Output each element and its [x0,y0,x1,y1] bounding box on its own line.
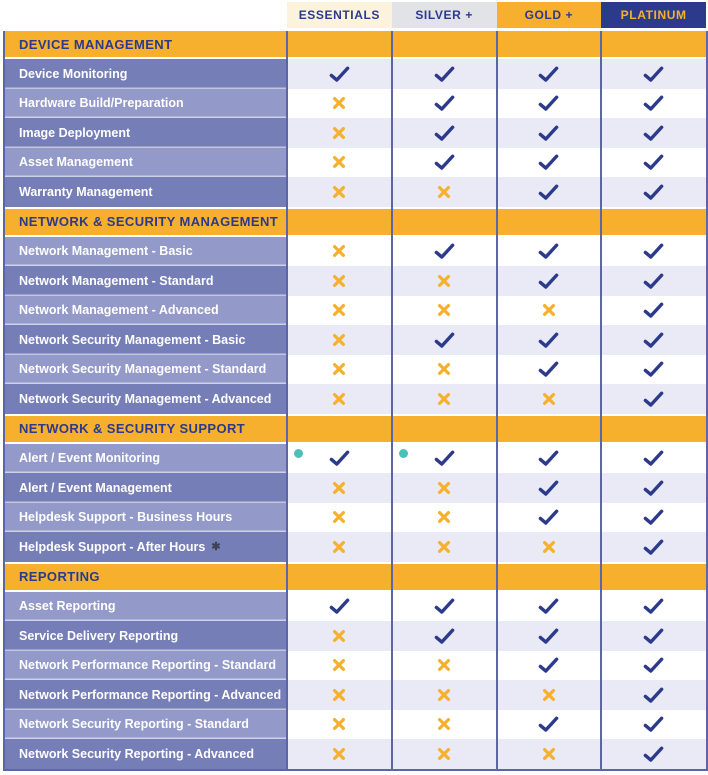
plan-cell-gold [497,651,602,681]
asterisk-icon: ✱ [211,541,221,554]
plan-cell-gold [497,296,602,326]
check-icon [538,716,559,732]
plan-cell-platinum [601,532,706,562]
check-icon [643,273,664,289]
feature-label-cell [5,89,287,119]
plan-cell-silver [392,739,497,769]
check-icon [538,273,559,289]
cross-icon [542,747,556,761]
plan-cell-gold [497,384,602,414]
feature-label: Network Security Reporting - Advanced [19,746,254,761]
check-icon [643,687,664,703]
plan-cell-gold [497,177,602,207]
feature-label-cell [5,148,287,178]
feature-label-cell [5,59,287,89]
check-icon [329,598,350,614]
plan-cell-essentials [287,177,392,207]
plan-cell-silver [392,296,497,326]
check-icon [643,95,664,111]
cross-icon [332,629,346,643]
plan-cell-silver [392,118,497,148]
check-icon [643,450,664,466]
feature-label: Network Security Reporting - Standard [19,717,249,732]
cross-icon [437,362,451,376]
plan-cell-gold [497,444,602,474]
feature-label: Helpdesk Support - After Hours [19,539,206,554]
plan-cell-silver [392,355,497,385]
feature-label: Network Security Management - Advanced [19,391,272,406]
plan-cell-gold [497,89,602,119]
plan-header-label: GOLD + [524,8,574,22]
feature-label: Network Management - Advanced [19,303,219,318]
cross-icon [542,303,556,317]
feature-label: Network Management - Standard [19,273,214,288]
plan-cell-gold [497,473,602,503]
cross-icon [332,303,346,317]
plan-header-label: ESSENTIALS [298,8,381,22]
check-icon [538,154,559,170]
plan-cell-platinum [601,651,706,681]
check-icon [643,628,664,644]
plan-cell-essentials [287,266,392,296]
feature-table [3,31,708,771]
feature-label: Image Deployment [19,125,131,140]
check-icon [434,628,455,644]
plan-cell-silver [392,710,497,740]
plan-cell-silver [392,680,497,710]
plan-cell-essentials [287,89,392,119]
plan-cell-silver [392,651,497,681]
plan-cell-essentials [287,384,392,414]
plan-cell-silver [392,325,497,355]
plan-header-essentials [287,2,392,28]
check-icon [538,657,559,673]
cross-icon [332,658,346,672]
plan-cell-essentials [287,503,392,533]
feature-label-cell [5,680,287,710]
cross-icon [437,481,451,495]
cross-icon [332,96,346,110]
cross-icon [437,510,451,524]
feature-label: Alert / Event Monitoring [19,451,160,466]
plan-cell-silver [392,384,497,414]
feature-label-cell [5,621,287,651]
check-icon [643,66,664,82]
feature-label-cell [5,739,287,769]
feature-label-cell [5,177,287,207]
plan-cell-silver [392,177,497,207]
cross-icon [332,126,346,140]
feature-label-cell [5,503,287,533]
check-icon [538,184,559,200]
plan-cell-essentials [287,296,392,326]
plan-cell-silver [392,532,497,562]
feature-label-cell [5,710,287,740]
plan-cell-silver [392,59,497,89]
cross-icon [332,540,346,554]
plan-cell-gold [497,325,602,355]
feature-label-cell [5,355,287,385]
plan-cell-gold [497,237,602,267]
check-icon [643,657,664,673]
plan-cell-platinum [601,148,706,178]
column-divider [496,31,498,769]
plan-cell-silver [392,503,497,533]
plan-cell-silver [392,621,497,651]
feature-label-cell [5,296,287,326]
check-icon [643,539,664,555]
plan-cell-platinum [601,355,706,385]
check-icon [538,450,559,466]
feature-label-cell [5,237,287,267]
cross-icon [332,274,346,288]
plan-cell-platinum [601,266,706,296]
feature-label: Hardware Build/Preparation [19,96,184,111]
feature-label: Network Security Management - Standard [19,362,267,377]
plan-cell-platinum [601,325,706,355]
plan-header-gold [497,2,602,28]
plan-cell-silver [392,444,497,474]
feature-label-cell [5,651,287,681]
cross-icon [437,540,451,554]
plan-cell-gold [497,148,602,178]
plan-cell-silver [392,89,497,119]
plan-cell-platinum [601,384,706,414]
plan-cell-platinum [601,621,706,651]
check-icon [538,361,559,377]
feature-label-cell [5,592,287,622]
plan-cell-platinum [601,710,706,740]
cross-icon [437,303,451,317]
plan-cell-essentials [287,355,392,385]
check-icon [329,66,350,82]
cross-icon [437,747,451,761]
column-divider [600,31,602,769]
feature-label: Network Performance Reporting - Standard [19,658,276,673]
cross-icon [437,688,451,702]
check-icon [643,391,664,407]
plan-cell-platinum [601,444,706,474]
cross-icon [437,392,451,406]
cross-icon [332,510,346,524]
plan-cell-gold [497,59,602,89]
plan-cell-platinum [601,473,706,503]
check-icon [643,716,664,732]
feature-label-cell [5,384,287,414]
plan-cell-gold [497,621,602,651]
check-icon [643,302,664,318]
plan-cell-platinum [601,237,706,267]
plan-cell-platinum [601,503,706,533]
plan-cell-silver [392,237,497,267]
check-icon [643,332,664,348]
plan-header-platinum [601,2,706,28]
check-icon [538,95,559,111]
feature-label: Warranty Management [19,184,153,199]
cross-icon [332,333,346,347]
plan-cell-silver [392,148,497,178]
plan-cell-gold [497,118,602,148]
check-icon [643,509,664,525]
feature-label: Asset Reporting [19,599,116,614]
cross-icon [542,540,556,554]
cross-icon [332,155,346,169]
plan-cell-essentials [287,59,392,89]
check-icon [538,598,559,614]
check-icon [434,598,455,614]
check-icon [538,332,559,348]
check-icon [434,154,455,170]
plan-cell-gold [497,592,602,622]
cross-icon [332,747,346,761]
cross-icon [332,244,346,258]
feature-label-cell [5,473,287,503]
plan-cell-platinum [601,680,706,710]
section-title: REPORTING [19,569,100,584]
plan-cell-essentials [287,237,392,267]
included-dot-icon [399,449,408,458]
check-icon [434,66,455,82]
plan-cell-essentials [287,621,392,651]
plan-cell-essentials [287,444,392,474]
plan-cell-platinum [601,296,706,326]
plan-cell-gold [497,266,602,296]
plan-cell-platinum [601,739,706,769]
plan-cell-gold [497,532,602,562]
plan-cell-gold [497,355,602,385]
included-dot-icon [294,449,303,458]
section-title: NETWORK & SECURITY MANAGEMENT [19,214,279,229]
plan-cell-platinum [601,59,706,89]
feature-label-cell [5,325,287,355]
plan-cell-essentials [287,325,392,355]
cross-icon [332,362,346,376]
cross-icon [437,717,451,731]
plan-cell-essentials [287,118,392,148]
check-icon [538,243,559,259]
plan-cell-platinum [601,89,706,119]
plan-cell-essentials [287,532,392,562]
feature-label: Asset Management [19,155,133,170]
plan-header-label: SILVER + [415,8,473,22]
section-title: NETWORK & SECURITY SUPPORT [19,421,246,436]
feature-label: Alert / Event Management [19,480,172,495]
plan-cell-gold [497,710,602,740]
cross-icon [437,274,451,288]
check-icon [643,746,664,762]
plan-cell-gold [497,739,602,769]
check-icon [643,184,664,200]
feature-label-cell [5,266,287,296]
column-divider [286,31,288,769]
cross-icon [332,688,346,702]
check-icon [643,243,664,259]
cross-icon [542,392,556,406]
check-icon [643,598,664,614]
plan-cell-gold [497,503,602,533]
feature-label: Network Performance Reporting - Advanced [19,687,282,702]
plan-cell-platinum [601,592,706,622]
section-title: DEVICE MANAGEMENT [19,36,173,52]
plan-cell-essentials [287,710,392,740]
check-icon [434,450,455,466]
cross-icon [332,392,346,406]
cross-icon [332,717,346,731]
plan-cell-platinum [601,177,706,207]
check-icon [538,509,559,525]
plan-cell-essentials [287,473,392,503]
column-divider [391,31,393,769]
feature-label-cell [5,532,287,562]
feature-label: Network Management - Basic [19,244,193,259]
plan-cell-silver [392,592,497,622]
feature-label: Device Monitoring [19,66,128,81]
plan-header-label: PLATINUM [620,8,687,22]
plan-cell-essentials [287,680,392,710]
plan-header-silver [392,2,497,28]
check-icon [434,125,455,141]
cross-icon [437,185,451,199]
check-icon [329,450,350,466]
feature-label-cell [5,118,287,148]
check-icon [434,332,455,348]
plan-cell-essentials [287,739,392,769]
plan-comparison-table [0,2,708,775]
check-icon [538,125,559,141]
check-icon [643,125,664,141]
check-icon [643,480,664,496]
plan-cell-platinum [601,118,706,148]
check-icon [643,361,664,377]
plan-cell-silver [392,473,497,503]
check-icon [434,95,455,111]
feature-label: Network Security Management - Basic [19,332,246,347]
feature-label: Helpdesk Support - Business Hours [19,510,233,525]
feature-label: Service Delivery Reporting [19,628,179,643]
feature-label-cell [5,444,287,474]
plan-cell-silver [392,266,497,296]
cross-icon [332,481,346,495]
plan-cell-essentials [287,148,392,178]
check-icon [538,628,559,644]
plan-cell-gold [497,680,602,710]
check-icon [434,243,455,259]
plan-cell-essentials [287,592,392,622]
check-icon [538,66,559,82]
cross-icon [542,688,556,702]
cross-icon [332,185,346,199]
plan-cell-essentials [287,651,392,681]
check-icon [643,154,664,170]
plan-header-row [287,2,708,28]
check-icon [538,480,559,496]
cross-icon [437,658,451,672]
